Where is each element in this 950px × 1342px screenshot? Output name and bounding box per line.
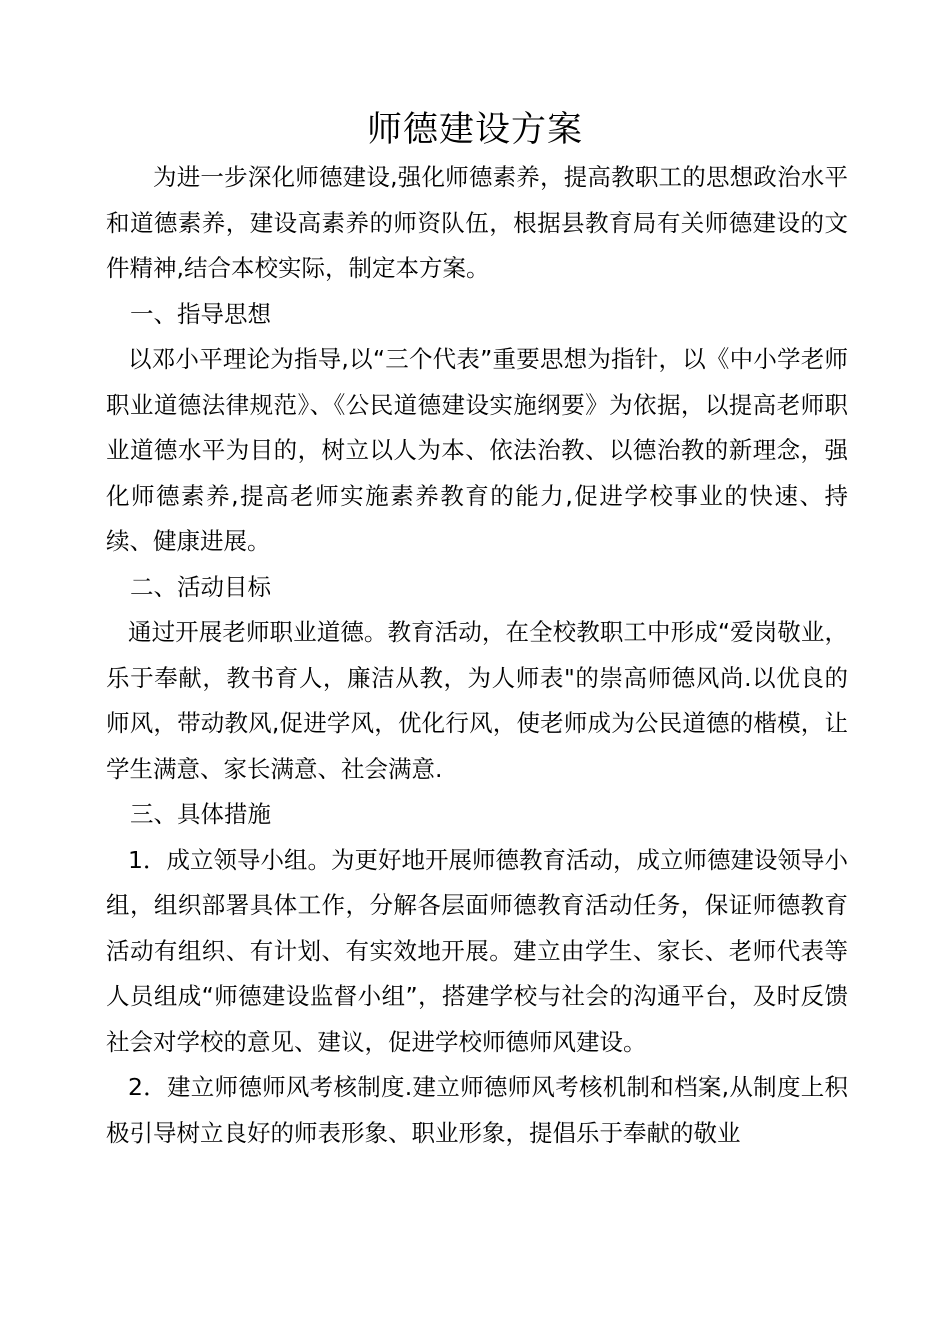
guiding-ideology-paragraph: 以邓小平理论为指导,以“三个代表”重要思想为指针，以《中小学老师职业道德法律规范》、《公民道德建设实施纲要》为依据，以提高老师职业道德水平为目的，树立以人为本、依法治教、以德治教的新理念，强化师德素养,提高老师实施素养教育的能力,促进学校事业的快速、持续、健康进展。 [106, 345, 848, 555]
document-body [106, 155, 848, 1156]
measure-2-paragraph: 2．建立师德师风考核制度.建立师德师风考核机制和档案,从制度上积极引导树立良好的师表形象、职业形象，提倡乐于奉献的敬业 [106, 1073, 848, 1147]
document-title: 师德建设方案 [366, 110, 583, 150]
activity-goals-paragraph: 通过开展老师职业道德。教育活动，在全校教职工中形成“爱岗敬业，乐于奉献，教书育人，廉洁从教，为人师表"的崇高师德风尚.以优良的师风，带动教风,促进学风，优化行风，使老师成为公民道德的楷模，让学生满意、家长满意、社会满意. [106, 618, 848, 783]
section-heading-guiding-ideology: 一、指导思想 [130, 299, 271, 328]
measure-1-paragraph: 1．成立领导小组。为更好地开展师德教育活动，成立师德建设领导小组，组织部署具体工作，分解各层面师德教育活动任务，保证师德教育活动有组织、有计划、有实效地开展。建立由学生、家长、老师代表等人员组成“师德建设监督小组”，搭建学校与社会的沟通平台，及时反馈社会对学校的意见、建议，促进学校师德师风建设。 [106, 845, 848, 1056]
section-heading-specific-measures: 三、具体措施 [130, 800, 271, 828]
intro-paragraph: 为进一步深化师德建设,强化师德素养，提高教职工的思想政治水平和道德素养，建设高素养的师资队伍，根据县教育局有关师德建设的文件精神,结合本校实际，制定本方案。 [106, 163, 848, 282]
section-heading-activity-goals: 二、活动目标 [130, 572, 271, 601]
